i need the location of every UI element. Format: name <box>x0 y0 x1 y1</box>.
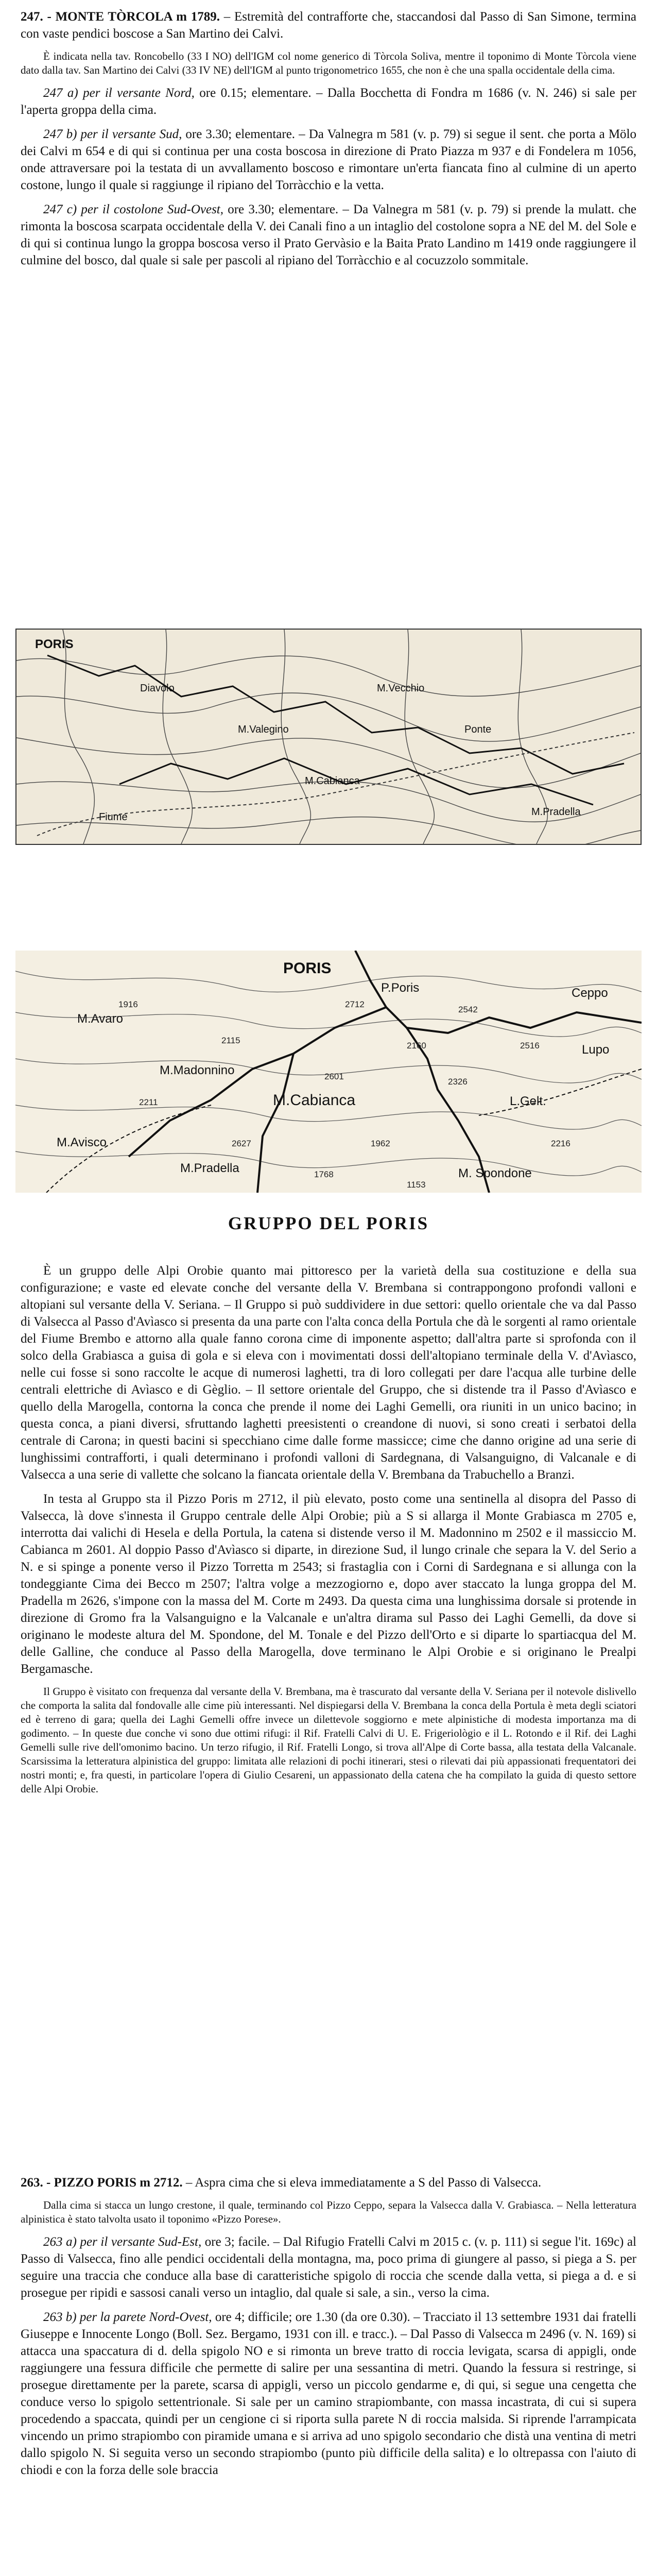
sec247-route-b-label: 247 b) per il versante Sud, <box>43 127 182 141</box>
sec263-intro: Aspra cima che si eleva immediatamente a S del Passo di Valsecca. <box>195 2176 542 2190</box>
poris-group-map <box>15 951 642 1193</box>
spot-height: 2712 <box>345 999 365 1009</box>
map2-label-6: L.Gelt. <box>510 1094 546 1108</box>
sec247-route-c-text: ore 3.30; elementare. – Da Valnegra m 581 (v. p. 79) si prende la mulatt. che rimonta la boscosa scarpata occidentale della V. dei Canali fino a un intaglio del costolone sopra a NE del M. del Sole e di qui si continua lungo la groppa boscosa verso il Prato Gervàsio e la Baita Prato Landino m 1419 onde raggiungere il culmine del bosco, dal quale si sale per pascoli al ripiano del Torràcchio e al cocuzzolo sommitale. <box>21 202 636 267</box>
sec247-heading: 247. - MONTE TÒRCOLA m 1789. <box>21 10 220 24</box>
map2-label-9: P.Poris <box>381 981 420 995</box>
sec247-note: È indicata nella tav. Roncobello (33 I NO) dell'IGM col nome generico di Tòrcola Soliva, mentre il toponimo di Monte Tòrcola viene dato dalla tav. San Martino dei Calvi (33 IV NE) dell'IGM al punto trigonometrico 1655, che non è che una spalla occidentale della cima. <box>21 50 636 76</box>
map1-label-poris: PORIS <box>35 637 74 651</box>
map2-label-4: M.Avisco <box>57 1136 107 1149</box>
group-paragraph-2: In testa al Gruppo sta il Pizzo Poris m 2712, il più elevato, posto come una sentinella al disopra del Passo di Valsecca, là dove s'innesta il Gruppo centrale delle Alpi Orobie; più a S si allarga il Monte Grabiasca m 2705 e, interrotta dai valichi di Hesela e della Portula, la catena si distende verso il M. Madonnino m 2502 e il massiccio M. Cabianca m 2601. Al doppio Passo d'Avìasco si diparte, in direzione Sud, il lungo crinale che separa la V. del Serio a N. e si spinge a ponente verso il Pizzo Torretta m 2543; si frastaglia con i Corni di Sardegnana e si allunga con la tondeggiante Cima dei Becco m 2507; l'altra volge a mezzogiorno e, dopo aver staccato la lunga groppa del M. Pradella m 2626, s'impone con la massa del M. Corte m 2493. Da questa cima una lunghissima dorsale si protende in direzione di Gromo fra la Valsanguigno e la Valcanale e un'altra dirama sul Passo dei Laghi Gemelli, da dove si originano le modeste altura del M. Spondone, del M. Tonale e del Pizzo dell'Orto e si diparte lo spartiacqua del M. delle Galline, che conduce al Passo della Marogella, dove terminano le Alpi Orobie e si originano le Prealpi Bergamasche. <box>21 1492 636 1676</box>
spot-height: 1916 <box>118 999 138 1009</box>
sec247-route-a <box>21 84 636 118</box>
sec263-route-b-label: 263 b) per la parete Nord-Ovest, <box>43 2310 212 2324</box>
map1-label-7: M.Pradella <box>531 806 581 818</box>
map1-label-5: M.Cabianca <box>305 775 360 787</box>
map1-label-1: Diavolo <box>140 683 175 694</box>
map1-label-4: Ponte <box>464 724 492 735</box>
spot-height: 2542 <box>458 1005 478 1014</box>
poris-group-map-graphic <box>15 951 642 1193</box>
sec247-intro: Estremità del contrafforte che, staccandosi dal Passo di San Simone, termina con vaste pendici boscose a San Martino dei Calvi. <box>21 10 637 41</box>
map2-label-7: Ceppo <box>572 986 608 1000</box>
sec247-route-a-label: 247 a) per il versante Nord, <box>43 86 195 100</box>
spot-height: 2516 <box>520 1041 540 1050</box>
overview-map-graphic <box>16 630 641 844</box>
spot-height: 2601 <box>324 1072 344 1081</box>
sec263-route-a-label: 263 a) per il versante Sud-Est, <box>43 2235 202 2249</box>
sec263-route-b <box>21 2309 636 2479</box>
map2-label-5: M.Pradella <box>180 1161 239 1175</box>
sec263-heading: 263. - PIZZO PORIS m 2712. <box>21 2176 183 2190</box>
overview-map <box>15 629 642 845</box>
group-note: Il Gruppo è visitato con frequenza dal versante della V. Brembana, ma è trascurato dal versante della V. Seriana per il notevole dislivello che comporta la salita dal fondovalle alle cime più interessanti. Nel dispiegarsi della V. Brembana la conca della Portula è meta degli sciatori ed è terreno di gara; quella dei Laghi Gemelli offre invece un dilettevole soggiorno e mete alpinistiche di modesta importanza ma di godimento. – In queste due conche vi sono due ottimi rifugi: il Rif. Fratelli Calvi di U. E. Frigeriològio e il L. Rotondo e il Rif. dei Laghi Gemelli sulle rive dell'omonimo bacino. Un terzo rifugio, il Rif. Fratelli Longo, si trova all'Alpe di Corte bassa, alla testata della Valcanale. Scarsissima la letteratura alpinistica del gruppo: limitata alle relazioni di pochi itinerari, stesi o rilevati dai più appassionati frequentatori dei nostri monti; e, fra questi, in particolare l'opera di Giulio Cesareni, un appassionato della catena che ha compilato la guida di questo settore delle Alpi Orobie. <box>21 1685 636 1795</box>
spot-height: 2326 <box>448 1077 468 1087</box>
spot-height: 2115 <box>221 1036 240 1045</box>
map2-label-10: M. Spondone <box>458 1166 532 1180</box>
map1-label-2: M.Valegino <box>238 724 289 735</box>
spot-height: 1768 <box>314 1170 334 1179</box>
map2-label-2: M.Madonnino <box>160 1063 235 1077</box>
sec263-note: Dalla cima si stacca un lungo crestone, il quale, terminando col Pizzo Ceppo, separa la Valsecca dalla V. Grabiasca. – Nella letteratura alpinistica è stato talvolta usato il toponimo «Pizzo Porese». <box>21 2199 636 2225</box>
sec247-route-c-label: 247 c) per il costolone Sud-Ovest, <box>43 202 224 216</box>
spot-height: 2216 <box>551 1139 570 1148</box>
sec247-route-a-text: ore 0.15; elementare. – Dalla Bocchetta di Fondra m 1686 (v. N. 246) si sale per l'aperta groppa della cima. <box>21 86 636 117</box>
map2-label-1: M.Avaro <box>77 1012 123 1026</box>
map1-label-6: Fiume <box>99 811 128 823</box>
sec263-route-b-text: ore 4; difficile; ore 1.30 (da ore 0.30). – Tracciato il 13 settembre 1931 dai fratelli Giuseppe e Innocente Longo (Boll. Sez. Bergamo, 1931 con ill. e tracc.). – Dal Passo di Valsecca m 2496 (v. N. 169) si attacca una spaccatura di d. della spigolo NO e si rimonta un breve tratto di roccia levigata, scarsa di appigli, onde raggiungere una fessura difficile che permette di salire per una sessantina di metri. Quando la fessura si restringe, si prosegue direttamente per la parete, scarsa di appigli, verso un piccolo gendarme e, di qui, si segue una cengetta che conduce verso lo spigolo settentrionale. Si sale per un camino strapiombante, con massa incastrata, di cui si supera procedendo a spaccata, quindi per un cengione ci si riporta sulla parete N di roccia malsida. Si riprende l'arrampicata vincendo un primo strapiombo con piramide umana e si arriva ad uno spigolo secondario che distà una ventina di metri dallo spigolo N. Si seguita verso un secondo strapiombo (punto più difficile della salita) e lo oltrepassa con l'aiuto di chiodi e con la forza delle sole braccia <box>21 2310 637 2477</box>
sec263-intro-paragraph: 263. - PIZZO PORIS m 2712. – Aspra cima che si eleva immediatamente a S del Passo di Valsecca. <box>21 2176 542 2190</box>
map2-label-poris: PORIS <box>283 960 332 977</box>
map2-label-8: Lupo <box>582 1043 610 1057</box>
section-263 <box>0 2174 657 2486</box>
spot-height: 2160 <box>407 1041 426 1050</box>
sec247-route-c <box>21 201 636 269</box>
section-247 <box>0 8 657 276</box>
sec263-route-a-text: ore 3; facile. – Dal Rifugio Fratelli Calvi m 2015 c. (v. p. 111) si segue l'it. 169c) al Passo di Valsecca, fino alle pendici occidentali della montagna, ma, poco prima di giungere al passo, si piega a S. per seguire una traccia che conduce alla base di caratteristiche spigolo di roccia che scende dalla vetta, si piega a d. e si prosegue per ripidi e sassosi canali verso un intaglio, dal quale si sale, a sin., verso la cima. <box>21 2235 636 2300</box>
group-description <box>0 1262 657 1803</box>
map1-label-3: M.Vecchio <box>377 683 425 694</box>
spot-height: 1962 <box>371 1139 390 1148</box>
sec263-route-a <box>21 2233 636 2301</box>
group-paragraph-1: È un gruppo delle Alpi Orobie quanto mai pittoresco per la varietà della sua costituzione e della sua configurazione; e vaste ed elevate conche del versante della V. Brembana si contrappongono profondi valloni e altopiani sul versante della V. Seriana. – Il Gruppo si può suddividere in due settori: quello orientale che va dal Passo di Valsecca al Passo d'Avìasco si presenta da una parte con l'alta conca della Portula che dà le sorgenti al ramo orientale del Fiume Brembo e attorno alla quale fanno corona cime di imponente aspetto; dall'altra parte si sprofonda con il solco della Grabiasca a guisa di gola e si eleva con i movimentati dossi dell'altopiano terminale della V. d'Avìasco, nelle cui fosse si sono raccolte le acque di numerosi laghetti, tra di loro collegati per dare l'acqua alle turbine delle centrali elettriche di Avìasco e di Gèglio. – Il settore orientale del Gruppo, che si distende tra il Passo d'Avìasco e quello della Marogella, contorna la conca che prende il nome dei Laghi Gemelli, ora riuniti in un unico bacino; in questa conca, a piani diversi, sfruttando laghetti preesistenti o creandone di nuovi, si sono creati i serbatoi della centrale di Carona; in questi bacini si specchiano cime dalle forme massicce; cime che danno origine ad una serie di lunghissimi contrafforti, i quali determinano i profondi valloni di Sardegnana, di Valsanguigno, di Valcanale e di Valsecca a una serie di vallette che solcano la fiancata orientale della V. Brembana da Trabuchello a Branzi. <box>21 1264 636 1482</box>
sec247-route-b <box>21 126 636 194</box>
sec247-intro-paragraph: 247. - MONTE TÒRCOLA m 1789. – Estremità del contrafforte che, staccandosi dal Passo di San Simone, termina con vaste pendici boscose a San Martino dei Calvi. <box>21 10 637 41</box>
spot-height: 2211 <box>139 1097 158 1107</box>
sec247-route-b-text: ore 3.30; elementare. – Da Valnegra m 581 (v. p. 79) si segue il sent. che porta a Mölo dei Calvi m 654 e di qui si continua per una costa boscosa in direzione di Prato Piazza m 937 e di Fondelera m 1056, onde attraversare poi la testata di un avvallamento boscoso e rimontare un'erta fiancata fino al culmine di un aperto costone, lungo il quale si raggiunge il ripiano del Torràcchio e la vetta. <box>21 127 637 192</box>
map2-label-3: M.Cabianca <box>273 1092 356 1109</box>
map-caption: GRUPPO DEL PORIS <box>228 1213 429 1233</box>
spot-height: 2627 <box>232 1139 251 1148</box>
spot-height: 1153 <box>407 1180 426 1190</box>
